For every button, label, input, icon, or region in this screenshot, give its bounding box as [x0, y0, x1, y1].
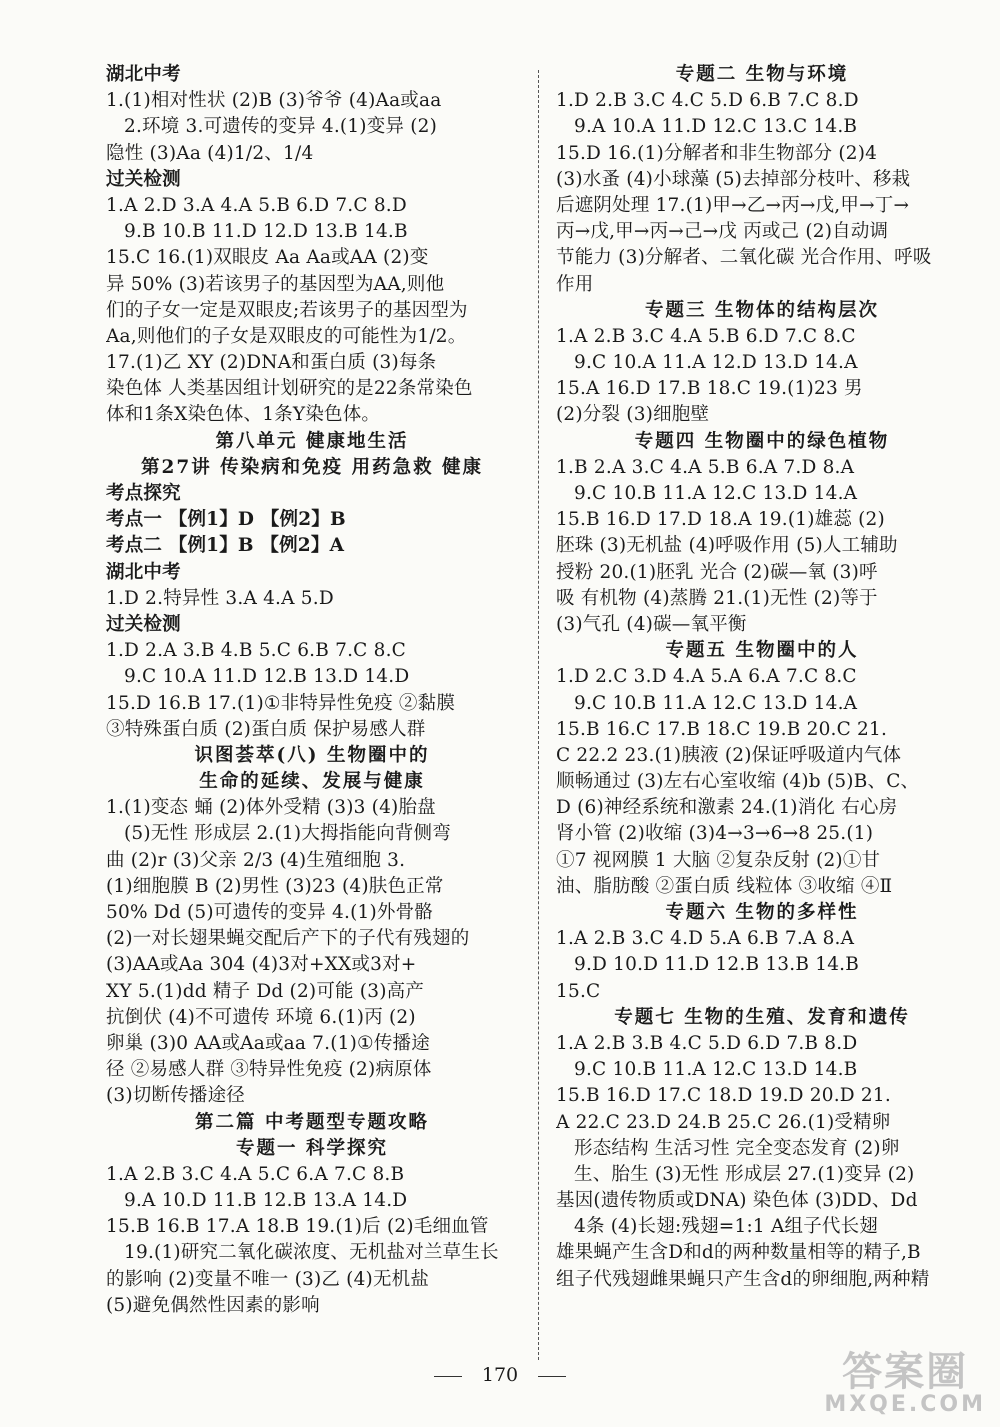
column-divider [538, 70, 539, 1360]
answer-line: (3)切断传播途径 [106, 1085, 246, 1107]
answer-line: 顺畅通过 (3)左右心室收缩 (4)b (5)B、C、 [556, 771, 920, 793]
subsection-label: 考点一 【例1】D 【例2】B [106, 509, 346, 531]
answer-line: 15.C [556, 980, 601, 1002]
section-heading: 专题一 科学探究 [236, 1137, 388, 1159]
answer-line: ①7 视网膜 1 大脑 ②复杂反射 (2)①甘 [556, 849, 881, 871]
footer-dash-left [434, 1376, 462, 1377]
answer-line: 生、胎生 (3)无性 形成层 27.(1)变异 (2) [574, 1163, 915, 1185]
answer-line: 后遮阴处理 17.(1)甲→乙→丙→戊,甲→丁→ [556, 194, 910, 216]
answer-line: 吸 有机物 (4)蒸腾 21.(1)无性 (2)等于 [556, 587, 878, 609]
answer-line: 15.B 16.B 17.A 18.B 19.(1)后 (2)毛细血管 [106, 1216, 489, 1238]
answer-line: 1.(1)变态 蛹 (2)体外受精 (3)3 (4)胎盘 [106, 797, 436, 819]
answer-line: 1.(1)相对性状 (2)B (3)爷爷 (4)Aa或aa [106, 90, 442, 112]
section-heading: 专题四 生物圈中的绿色植物 [634, 430, 890, 452]
answer-line: 基因(遗传物质或DNA) 染色体 (3)DD、Dd [556, 1190, 918, 1212]
answer-line: XY 5.(1)dd 精子 Dd (2)可能 (3)高产 [106, 980, 425, 1002]
answer-line: 节能力 (3)分解者、二氧化碳 光合作用、呼吸 [556, 247, 932, 269]
answer-line: 50% Dd (5)可遗传的变异 4.(1)外骨骼 [106, 902, 433, 923]
section-heading: 专题二 生物与环境 [675, 64, 849, 85]
answer-line: 隐性 (3)Aa (4)1/2、1/4 [106, 142, 314, 164]
answer-line: 1.A 2.D 3.A 4.A 5.B 6.D 7.C 8.D [106, 194, 407, 216]
answer-line: 15.B 16.D 17.C 18.D 19.D 20.D 21. [556, 1085, 891, 1107]
subsection-label: 考点探究 [106, 483, 181, 504]
answer-line: 9.C 10.B 11.A 12.C 13.D 14.B [574, 1059, 858, 1081]
watermark-logo [824, 1349, 986, 1417]
answer-line: 9.B 10.B 11.D 12.D 13.B 14.B [124, 221, 408, 243]
answer-line: D (6)神经系统和激素 24.(1)消化 右心房 [556, 797, 898, 819]
answer-line: 的影响 (2)变量不唯一 (3)乙 (4)无机盐 [106, 1268, 430, 1290]
answer-line: 17.(1)乙 XY (2)DNA和蛋白质 (3)每条 [106, 352, 437, 374]
section-heading: 识图荟萃(八) 生物圈中的 [194, 744, 430, 766]
answer-line: 4条 (4)长翅:残翅=1:1 A组子代长翅 [574, 1216, 879, 1238]
answer-line: 1.A 2.B 3.C 4.A 5.B 6.D 7.C 8.C [556, 325, 856, 347]
answer-line: 曲 (2)r (3)父亲 2/3 (4)生殖细胞 3. [106, 849, 406, 871]
watermark-line1: 答案圈 [842, 1349, 969, 1395]
section-heading: 第八单元 健康地生活 [215, 430, 409, 452]
answer-line: 1.D 2.特异性 3.A 4.A 5.D [106, 587, 334, 609]
section-heading: 生命的延续、发展与健康 [199, 771, 425, 793]
answer-line: 油、脂肪酸 ②蛋白质 线粒体 ③收缩 ④Ⅱ [556, 875, 893, 897]
answer-line: 15.D 16.(1)分解者和非生物部分 (2)4 [556, 142, 878, 164]
answer-line: 2.环境 3.可遗传的变异 4.(1)变异 (2) [124, 116, 438, 138]
subsection-label: 湖北中考 [106, 561, 181, 583]
footer-dash-right [538, 1376, 566, 1377]
answer-line: 体和1条X染色体、1条Y染色体。 [106, 404, 381, 426]
section-heading: 专题七 生物的生殖、发育和遗传 [614, 1006, 910, 1028]
answer-line: 1.D 2.A 3.B 4.B 5.C 6.B 7.C 8.C [106, 640, 407, 662]
answer-line: 1.A 2.B 3.B 4.C 5.D 6.D 7.B 8.D [556, 1032, 858, 1054]
answer-line: (3)气孔 (4)碳—氧平衡 [556, 613, 747, 635]
answer-line: (5)避免偶然性因素的影响 [106, 1294, 320, 1316]
section-heading: 专题五 生物圈中的人 [665, 640, 859, 662]
section-heading: 第二篇 中考题型专题攻略 [195, 1111, 429, 1133]
answer-line: 9.C 10.B 11.A 12.C 13.D 14.A [574, 483, 858, 504]
answer-line: 9.C 10.A 11.A 12.D 13.D 14.A [574, 352, 858, 374]
section-heading: 专题六 生物的多样性 [665, 902, 859, 923]
answer-line: 1.A 2.B 3.C 4.D 5.A 6.B 7.A 8.A [556, 928, 855, 950]
answer-line: 1.A 2.B 3.C 4.A 5.C 6.A 7.C 8.B [106, 1163, 405, 1185]
section-heading: 专题三 生物体的结构层次 [645, 299, 879, 321]
answer-line: 作用 [556, 273, 594, 295]
answer-line: (3)水蚤 (4)小球藻 (5)去掉部分枝叶、移栽 [556, 168, 911, 190]
page-number: 170 [481, 1364, 519, 1386]
answer-line: 9.C 10.A 11.D 12.B 13.D 14.D [124, 666, 410, 688]
answer-line: 肾小管 (2)收缩 (3)4→3→6→8 25.(1) [556, 823, 874, 845]
answer-line: C 22.2 23.(1)胰液 (2)保证呼吸道内气体 [556, 744, 902, 766]
answer-line: 15.B 16.C 17.B 18.C 19.B 20.C 21. [556, 718, 888, 740]
left-column [106, 62, 518, 1319]
subsection-label: 过关检测 [106, 613, 181, 635]
answer-line: 9.C 10.B 11.A 12.C 13.D 14.A [574, 692, 858, 714]
answer-line: 9.D 10.D 11.D 12.B 13.B 14.B [574, 954, 860, 976]
answer-line: 雄果蝇产生含D和d的两种数量相等的精子,B [556, 1242, 921, 1264]
watermark-line2: MXQE.COM [824, 1392, 986, 1417]
answer-line: 15.A 16.D 17.B 18.C 19.(1)23 男 [556, 378, 863, 400]
answer-line: 1.B 2.A 3.C 4.A 5.B 6.A 7.D 8.A [556, 456, 855, 478]
right-column [556, 62, 968, 1293]
answer-line: (2)分裂 (3)细胞壁 [556, 404, 710, 426]
answer-line: 卵巢 (3)0 AA或Aa或aa 7.(1)①传播途 [106, 1032, 430, 1054]
answer-line: A 22.C 23.D 24.B 25.C 26.(1)受精卵 [556, 1111, 891, 1133]
answer-line: (5)无性 形成层 2.(1)大拇指能向背侧弯 [124, 823, 451, 845]
answer-line: (3)AA或Aa 304 (4)3对+XX或3对+ [106, 954, 417, 976]
answer-line: 1.D 2.C 3.D 4.A 5.A 6.A 7.C 8.C [556, 666, 857, 688]
answer-line: 形态结构 生活习性 完全变态发育 (2)卵 [574, 1137, 900, 1159]
answer-line: Aa,则他们的子女是双眼皮的可能性为1/2。 [106, 325, 467, 347]
answer-line: (2)一对长翅果蝇交配后产下的子代有残翅的 [106, 928, 470, 950]
answer-line: 们的子女一定是双眼皮;若该男子的基因型为 [106, 299, 468, 321]
subsection-label: 湖北中考 [106, 64, 181, 85]
answer-line: 抗倒伏 (4)不可遗传 环境 6.(1)丙 (2) [106, 1006, 416, 1028]
answer-line: 9.A 10.D 11.B 12.B 13.A 14.D [124, 1190, 408, 1212]
answer-line: 异 50% (3)若该男子的基因型为AA,则他 [106, 273, 445, 295]
subsection-label: 考点二 【例1】B 【例2】A [106, 535, 345, 557]
answer-line: 丙→戊,甲→丙→己→戊 丙或己 (2)自动调 [556, 221, 889, 243]
answer-line: 19.(1)研究二氧化碳浓度、无机盐对兰草生长 [124, 1242, 499, 1264]
answer-line: 组子代残翅雌果蝇只产生含d的卵细胞,两种精 [556, 1268, 930, 1290]
answer-line: 15.C 16.(1)双眼皮 Aa Aa或AA (2)变 [106, 247, 429, 269]
answer-line: ③特殊蛋白质 (2)蛋白质 保护易感人群 [106, 718, 426, 740]
answer-line: 染色体 人类基因组计划研究的是22条常染色 [106, 378, 473, 400]
answer-line: 胚珠 (3)无机盐 (4)呼吸作用 (5)人工辅助 [556, 535, 898, 557]
answer-line: 径 ②易感人群 ③特异性免疫 (2)病原体 [106, 1059, 432, 1081]
answer-line: 授粉 20.(1)胚乳 光合 (2)碳—氧 (3)呼 [556, 561, 878, 583]
answer-line: 9.A 10.A 11.D 12.C 13.C 14.B [574, 116, 858, 138]
answer-line: (1)细胞膜 B (2)男性 (3)23 (4)肤色正常 [106, 875, 444, 897]
section-heading: 第27讲 传染病和免疫 用药急救 健康 [140, 456, 484, 478]
answer-line: 1.D 2.B 3.C 4.C 5.D 6.B 7.C 8.D [556, 90, 859, 112]
answer-line: 15.D 16.B 17.(1)①非特异性免疫 ②黏膜 [106, 692, 456, 714]
answer-line: 15.B 16.D 17.D 18.A 19.(1)雄蕊 (2) [556, 509, 885, 531]
subsection-label: 过关检测 [106, 168, 181, 190]
